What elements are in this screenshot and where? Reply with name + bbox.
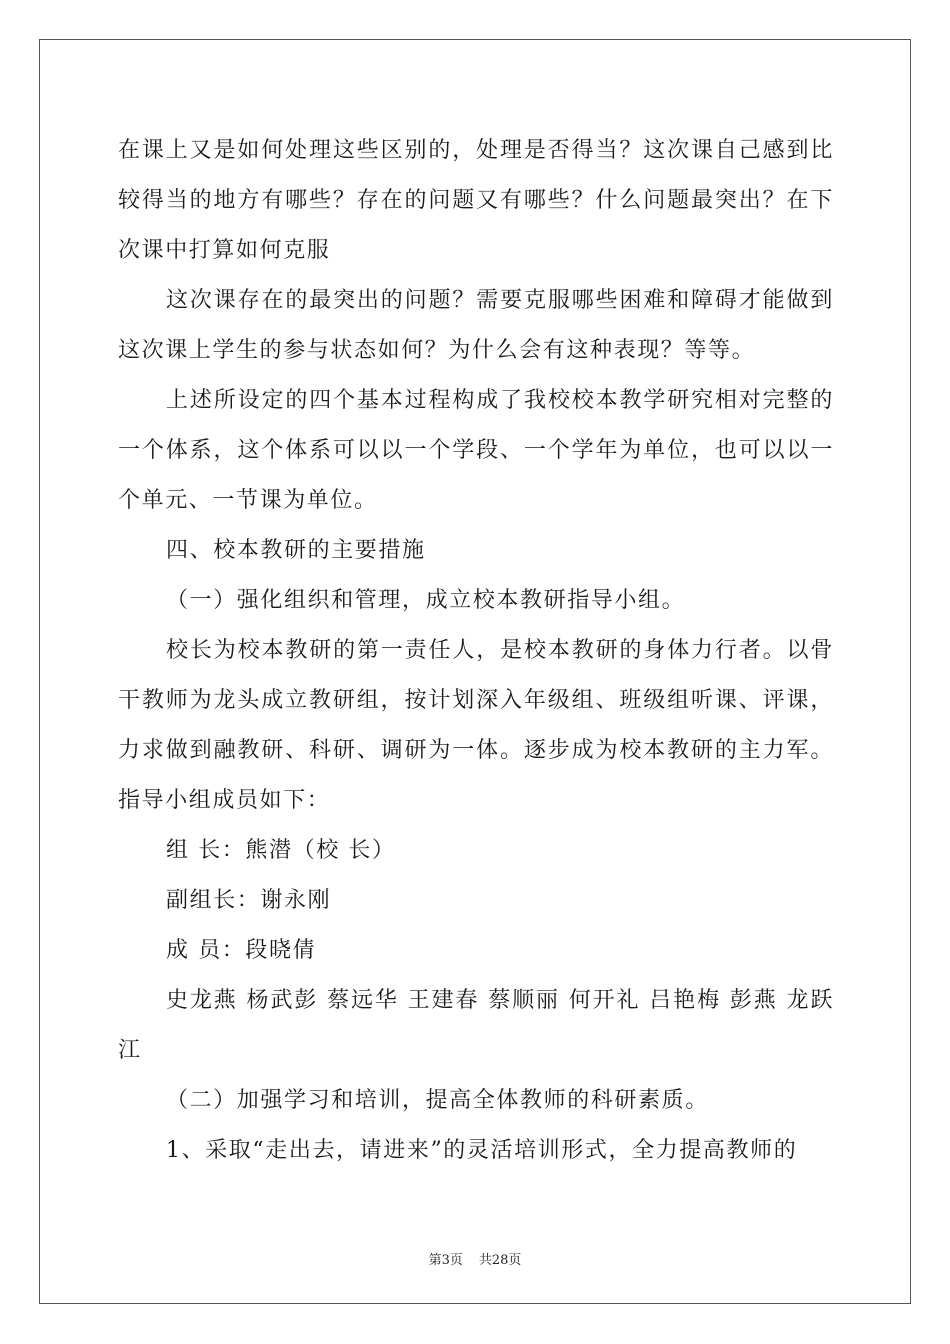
member-list: 史龙燕 杨武彭 蔡远华 王建春 蔡顺丽 何开礼 吕艳梅 彭燕 龙跃江 <box>118 988 834 1063</box>
subsection-heading-1: （一）强化组织和管理，成立校本教研指导小组。 <box>166 588 686 613</box>
paragraph-3: 上述所设定的四个基本过程构成了我校校本教学研究相对完整的一个体系，这个体系可以以一个学段、一个学年为单位，也可以以一个单元、一节课为单位。 <box>118 388 834 513</box>
member-list-head: 成 员：段晓倩 <box>166 938 317 963</box>
paragraph-1: 在课上又是如何处理这些区别的，处理是否得当？这次课自己感到比较得当的地方有哪些？存在的问题又有哪些？什么问题最突出？在下次课中打算如何克服 <box>118 138 834 263</box>
page-footer <box>0 1249 950 1268</box>
document-body <box>118 126 834 1176</box>
paragraph-leadership: 校长为校本教研的第一责任人，是校本教研的身体力行者。以骨干教师为龙头成立教研组，按计划深入年级组、班级组听课、评课，力求做到融教研、科研、调研为一体。逐步成为校本教研的主力军。指导小组成员如下： <box>118 638 834 813</box>
paragraph-2: 这次课存在的最突出的问题？需要克服哪些困难和障碍才能做到这次课上学生的参与状态如何？为什么会有这种表现？等等。 <box>118 288 834 363</box>
page-total: 共28页 <box>478 1253 522 1268</box>
page-number: 第3页 <box>428 1253 463 1268</box>
member-deputy: 副组长：谢永刚 <box>166 888 332 913</box>
member-leader: 组 长：熊潜（校 长） <box>166 838 396 863</box>
section-heading-measures: 四、校本教研的主要措施 <box>166 538 426 563</box>
paragraph-training: 1、采取“走出去，请进来”的灵活培训形式，全力提高教师的 <box>166 1138 798 1163</box>
subsection-heading-2: （二）加强学习和培训，提高全体教师的科研素质。 <box>166 1088 709 1113</box>
